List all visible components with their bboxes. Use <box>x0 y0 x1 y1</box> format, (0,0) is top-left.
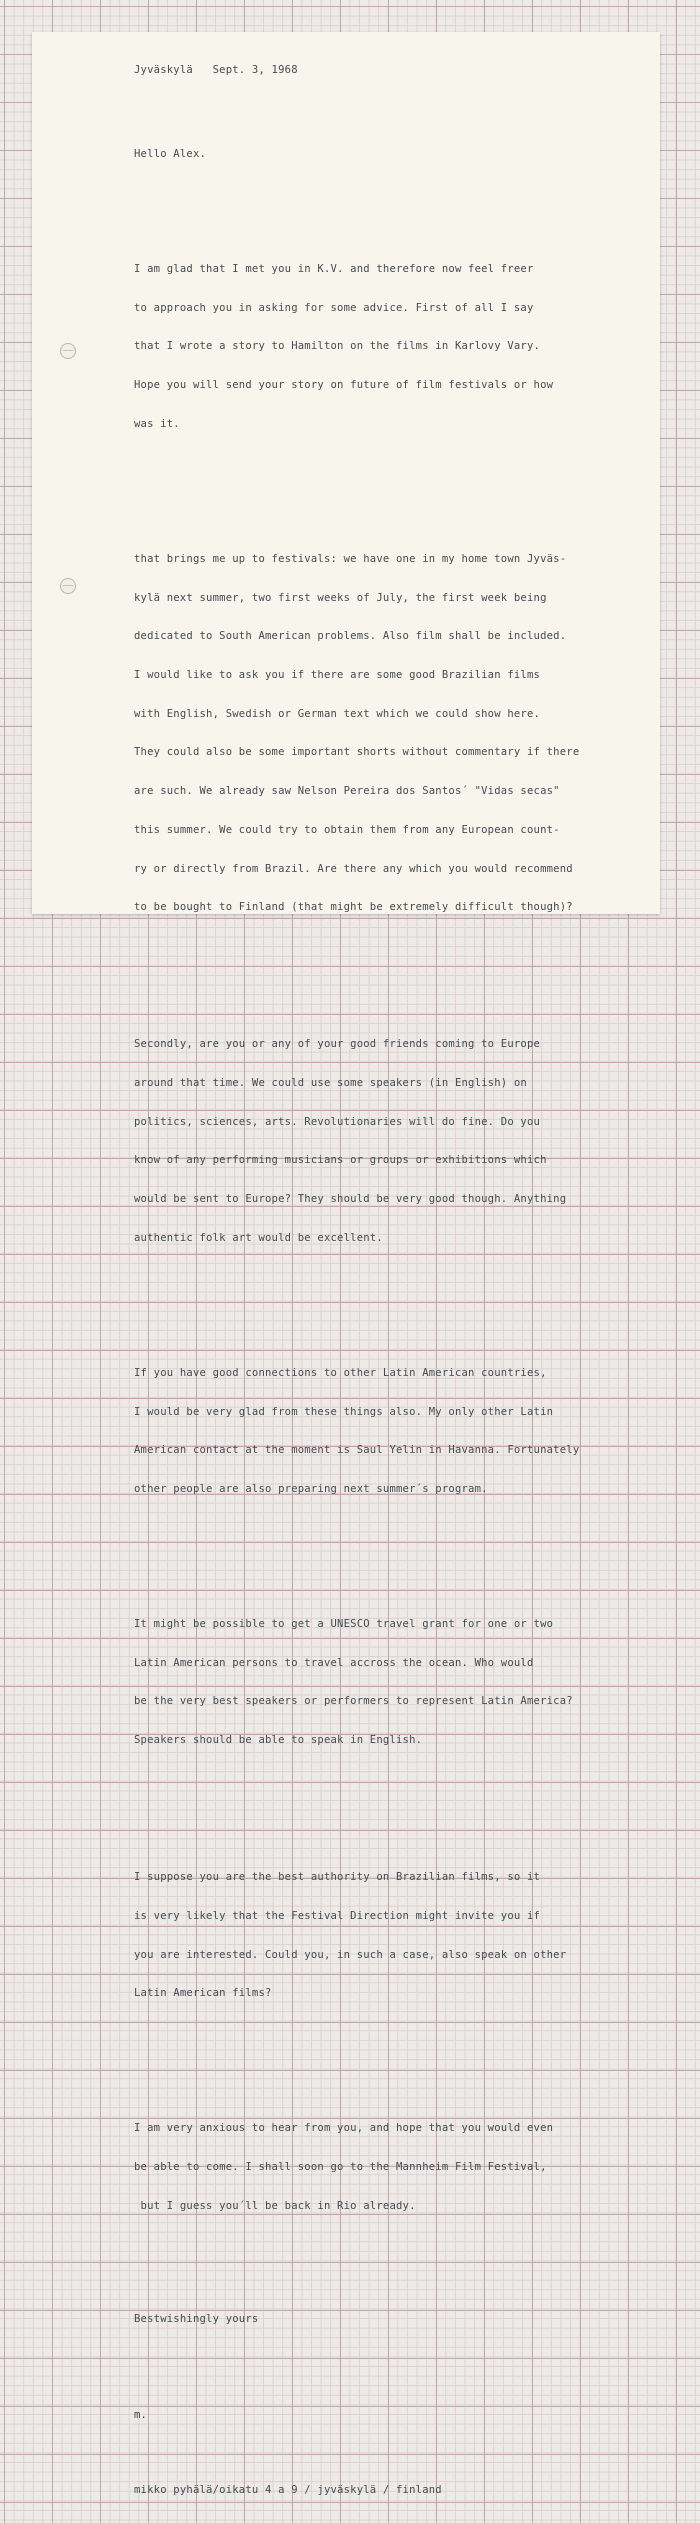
text-line: this summer. We could try to obtain them from any European count- <box>134 823 560 836</box>
text-line: Hope you will send your story on future of film festivals or how <box>134 379 554 392</box>
text-line: with English, Swedish or German text which we could show here. <box>134 707 541 720</box>
paragraph-1 <box>134 237 579 456</box>
signature-initial: m. <box>134 2409 148 2422</box>
closing: Bestwishingly yours <box>134 2312 259 2325</box>
text-line: I am glad that I met you in K.V. and therefore now feel freer <box>134 263 534 276</box>
text-line: Latin American persons to travel accross the ocean. Who would <box>134 1656 534 1669</box>
dateline: Jyväskylä Sept. 3, 1968 <box>134 64 298 76</box>
text-line: I would like to ask you if there are some good Brazilian films <box>134 669 541 682</box>
salutation: Hello Alex. <box>134 147 207 160</box>
text-line: Secondly, are you or any of your good friends coming to Europe <box>134 1038 541 1051</box>
text-line: politics, sciences, arts. Revolutionaries will do fine. Do you <box>134 1115 541 1128</box>
paragraph-4 <box>134 1341 579 1522</box>
text-line: that brings me up to festivals: we have one in my home town Jyväs- <box>134 552 567 565</box>
text-line: I suppose you are the best authority on Brazilian films, so it <box>134 1871 541 1884</box>
text-line: They could also be some important shorts without commentary if there <box>134 746 580 759</box>
text-line: be the very best speakers or performers to represent Latin America? <box>134 1695 573 1708</box>
paragraph-7 <box>134 2097 579 2239</box>
letter-body <box>134 64 669 2496</box>
text-line: authentic folk art would be excellent. <box>134 1231 383 1244</box>
text-line: I am very anxious to hear from you, and hope that you would even <box>134 2122 554 2135</box>
text-line: other people are also preparing next summer´s program. <box>134 1482 488 1495</box>
punch-hole <box>60 343 76 359</box>
text-line: are such. We already saw Nelson Pereira dos Santos´ "Vidas secas" <box>134 785 560 798</box>
text-line: but I guess you´ll be back in Rio already. <box>134 2199 416 2212</box>
text-line: was it. <box>134 417 180 430</box>
paragraph-6 <box>134 1845 579 2026</box>
text-line: to be bought to Finland (that might be extremely difficult though)? <box>134 901 573 914</box>
text-line: dedicated to South American problems. Also film shall be included. <box>134 630 567 643</box>
text-line: If you have good connections to other Latin American countries, <box>134 1366 547 1379</box>
text-line: be able to come. I shall soon go to the Mannheim Film Festival, <box>134 2161 547 2174</box>
sender-address: mikko pyhälä/oikatu 4 a 9 / jyväskylä / finland <box>134 2483 442 2496</box>
text-line: around that time. We could use some speakers (in English) on <box>134 1076 527 1089</box>
text-line: is very likely that the Festival Direction might invite you if <box>134 1909 541 1922</box>
text-line: know of any performing musicians or groups or exhibitions which <box>134 1154 547 1167</box>
text-line: Latin American films? <box>134 1987 272 2000</box>
text-line: American contact at the moment is Saul Yelin in Havanna. Fortunately <box>134 1444 580 1457</box>
text-line: to approach you in asking for some advice. First of all I say <box>134 301 534 314</box>
paragraph-3 <box>134 1012 579 1270</box>
paragraph-2 <box>134 527 579 940</box>
text-line: Speakers should be able to speak in English. <box>134 1734 423 1747</box>
letter-sheet <box>32 32 660 2496</box>
text-line: would be sent to Europe? They should be very good though. Anything <box>134 1193 567 1206</box>
text-line: you are interested. Could you, in such a case, also speak on other <box>134 1948 567 1961</box>
text-line: kylä next summer, two first weeks of July, the first week being <box>134 591 547 604</box>
text-line: I would be very glad from these things also. My only other Latin <box>134 1405 554 1418</box>
text-line: ry or directly from Brazil. Are there any which you would recommend <box>134 862 573 875</box>
text-line: that I wrote a story to Hamilton on the films in Karlovy Vary. <box>134 340 541 353</box>
paragraph-5 <box>134 1592 579 1773</box>
text-line: It might be possible to get a UNESCO travel grant for one or two <box>134 1618 554 1630</box>
punch-hole <box>60 578 76 594</box>
